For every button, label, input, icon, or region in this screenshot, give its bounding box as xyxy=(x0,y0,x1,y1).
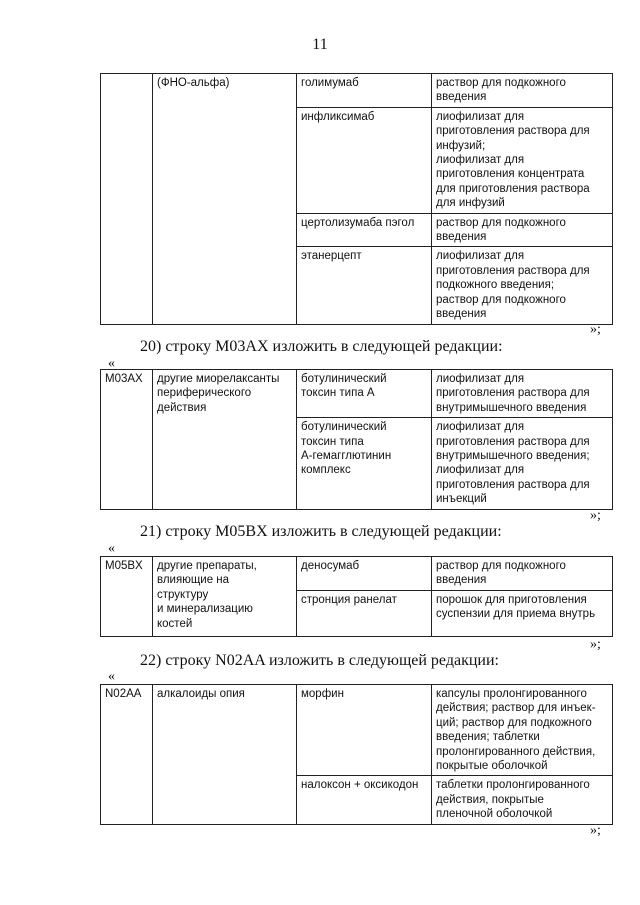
atc-code-cell: M05BX xyxy=(101,557,153,637)
table-row xyxy=(101,685,613,776)
form-cell: лиофилизат для приготовления раствора для инфузий; лиофилизат для приготовления концентрата для приготовления раствора для инфузий xyxy=(432,107,613,213)
drug-cell: цертолизумаба пэгол xyxy=(297,213,432,247)
drug-table-n02aa xyxy=(100,684,613,825)
group-cell: другие миорелаксанты периферического действия xyxy=(153,370,297,510)
table-row xyxy=(101,557,613,591)
drug-table-m05bx xyxy=(100,556,613,637)
form-cell: раствор для подкожного введения xyxy=(432,213,613,247)
drug-cell: этанерцепт xyxy=(297,247,432,324)
group-cell: (ФНО-альфа) xyxy=(153,74,297,325)
open-quote: « xyxy=(108,541,115,556)
table-row xyxy=(101,370,613,418)
form-cell: лиофилизат для приготовления раствора для подкожного введения; раствор для подкожного введения xyxy=(432,247,613,324)
drug-cell: инфликсимаб xyxy=(297,107,432,213)
atc-code-cell: M03AX xyxy=(101,370,153,510)
form-cell: лиофилизат для приготовления раствора для внутримышечного введения; лиофилизат для приготовления раствора для инъекций xyxy=(432,418,613,509)
close-quote: »; xyxy=(590,637,601,652)
page-number: 11 xyxy=(312,36,328,53)
section-heading-22: 22) строку N02AA изложить в следующей редакции: xyxy=(140,652,499,669)
close-quote: »; xyxy=(590,508,601,523)
drug-table-continuation xyxy=(100,73,613,325)
close-quote: »; xyxy=(590,823,601,838)
drug-cell: деносумаб xyxy=(297,557,432,591)
form-cell: таблетки пролонгированного действия, покрытые пленочной оболочкой xyxy=(432,776,613,824)
drug-cell: стронция ранелат xyxy=(297,590,432,636)
section-heading-21: 21) строку M05BX изложить в следующей редакции: xyxy=(140,523,502,540)
atc-code-cell: N02AA xyxy=(101,685,153,825)
drug-table-m03ax xyxy=(100,369,613,510)
form-cell: капсулы пролонгированного действия; раствор для инъек- ций; раствор для подкожного введения; таблетки пролонгированного действия, покрытые оболочкой xyxy=(432,685,613,776)
form-cell: лиофилизат для приготовления раствора для внутримышечного введения xyxy=(432,370,613,418)
group-cell: другие препараты, влияющие на структуру и минерализацию костей xyxy=(153,557,297,637)
section-heading-20: 20) строку M03AX изложить в следующей редакции: xyxy=(140,338,503,355)
drug-cell: морфин xyxy=(297,685,432,776)
drug-cell: налоксон + оксикодон xyxy=(297,776,432,824)
drug-cell: ботулинический токсин типа А-гемагглютинин комплекс xyxy=(297,418,432,509)
table-row xyxy=(101,74,613,108)
form-cell: раствор для подкожного введения xyxy=(432,557,613,591)
drug-cell: ботулинический токсин типа А xyxy=(297,370,432,418)
open-quote: « xyxy=(108,669,115,684)
group-cell: алкалоиды опия xyxy=(153,685,297,825)
open-quote: « xyxy=(108,356,115,371)
form-cell: порошок для приготовления суспензии для приема внутрь xyxy=(432,590,613,636)
form-cell: раствор для подкожного введения xyxy=(432,74,613,108)
drug-cell: голимумаб xyxy=(297,74,432,108)
atc-code-cell xyxy=(101,74,153,325)
close-quote: »; xyxy=(590,322,601,337)
